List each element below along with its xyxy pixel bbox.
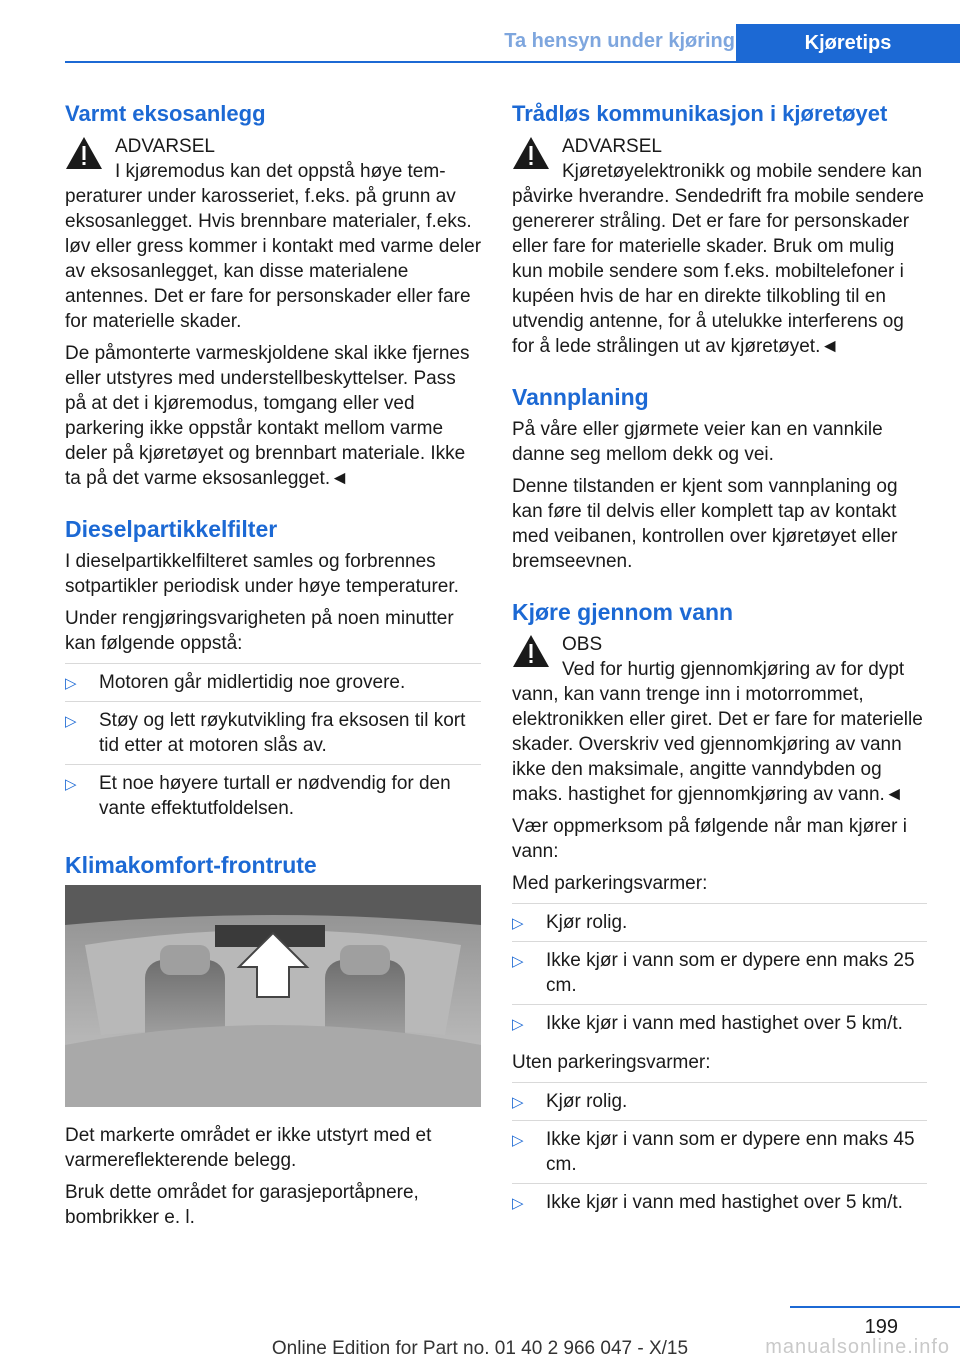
list-item: ▷ Ikke kjør i vann med hastighet over 5 km/t. bbox=[512, 1004, 927, 1042]
heading-wireless: Trådløs kommunikasjon i kjøretøyet bbox=[512, 101, 888, 126]
paragraph: I dieselpartikkelfilteret samles og forbrennes sotpartikler periodisk under høye temperaturer. bbox=[65, 551, 459, 597]
warning-block bbox=[512, 134, 927, 359]
bullet-triangle-icon: ▷ bbox=[65, 713, 77, 730]
warning-text: I kjøremodus kan det oppstå høye temperaturer under karosseriet, f.eks. på grunn av eksosanlegget. Hvis brennbare materialer, f.eks. løv eller gress kommer i kontakt med varme deler av eksosanlegget, kan disse materialene antennes. Det er fare for personskader eller fare for materielle skader. bbox=[65, 161, 482, 332]
bullet-triangle-icon: ▷ bbox=[512, 1016, 524, 1033]
bullet-triangle-icon: ▷ bbox=[512, 953, 524, 970]
paragraph: Bruk dette området for garasjeportåpnere, bombrikker e. l. bbox=[65, 1182, 419, 1228]
paragraph: Denne tilstanden er kjent som vannplaning og kan føre til delvis eller komplett tap av kontakt med veibanen, kontrollen over kjøretøyet eller bremseevnen. bbox=[512, 476, 898, 572]
watermark: manualsonline.info bbox=[765, 1336, 950, 1358]
list-item: ▷ Motoren går midlertidig noe grovere. bbox=[65, 663, 481, 701]
warning-triangle-icon bbox=[65, 136, 103, 170]
car-interior-illustration bbox=[65, 885, 481, 1107]
list-item: ▷ Kjør rolig. bbox=[512, 1082, 927, 1120]
warning-block bbox=[65, 134, 481, 334]
bullet-list bbox=[512, 903, 927, 1042]
heading-diesel-filter: Dieselpartikkelfilter bbox=[65, 516, 278, 542]
list-item: ▷ Ikke kjør i vann som er dypere enn maks 25 cm. bbox=[512, 941, 927, 1004]
bullet-triangle-icon: ▷ bbox=[512, 1132, 524, 1149]
list-item: ▷ Støy og lett røykutvikling fra eksosen til kort tid etter at motoren slås av. bbox=[65, 701, 481, 764]
list-item: ▷ Et noe høyere turtall er nødvendig for den vante effektutfoldelsen. bbox=[65, 764, 481, 827]
heading-driving-through-water: Kjøre gjennom vann bbox=[512, 599, 734, 625]
paragraph: De påmonterte varmeskjoldene skal ikke fjernes eller utstyres med understellbeskyttelser. Pass på at det i kjøremodus, tomgang eller ved parkering ikke oppstår kontakt mellom varme deler på kjøretøyet og brennbart materiale. Ikke ta på det varme eksosanlegget.◄ bbox=[65, 343, 470, 489]
list-item: ▷ Kjør rolig. bbox=[512, 903, 927, 941]
bullet-list bbox=[512, 1082, 927, 1221]
page-number: 199 bbox=[864, 1316, 898, 1338]
list-item: ▷ Ikke kjør i vann som er dypere enn maks 45 cm. bbox=[512, 1120, 927, 1183]
warning-label: ADVARSEL bbox=[115, 136, 215, 157]
edition-note: Online Edition for Part no. 01 40 2 966 047 - X/15 bbox=[271, 1338, 689, 1359]
bullet-list bbox=[65, 663, 481, 827]
bullet-triangle-icon: ▷ bbox=[512, 915, 524, 932]
paragraph: Med parkeringsvarmer: bbox=[512, 873, 708, 894]
header-tab bbox=[736, 24, 960, 63]
bullet-triangle-icon: ▷ bbox=[512, 1195, 524, 1212]
paragraph: Vær oppmerksom på følgende når man kjører i vann: bbox=[512, 816, 907, 862]
list-item: ▷ Ikke kjør i vann med hastighet over 5 km/t. bbox=[512, 1183, 927, 1221]
bullet-triangle-icon: ▷ bbox=[65, 675, 77, 692]
heading-windshield: Klimakomfort-frontrute bbox=[65, 852, 317, 878]
left-column bbox=[65, 100, 481, 1237]
windshield-photo bbox=[65, 885, 481, 1107]
warning-text: Kjøretøyelektronikk og mobile sendere kan påvirke hverandre. Sendedrift fra mobile sendere genererer stråling. Det er fare for personskader eller fare for materielle skader. Bruk om mulig kun mobile sendere som f.eks. mobiltelefoner i kupéen hvis de har en direkte tilkobling til en utvendig antenne, for å utelukke interferens og for å lede strålingen ut av kjøretøyet.◄ bbox=[512, 161, 924, 357]
caution-text: Ved for hurtig gjennomkjøring av for dypt vann, kan vann trenge inn i motorrommet, elektronikken eller giret. Det er fare for materielle skader. Overskriv ved gjennomkjøring av vann ikke den maksimale, angitte vanndybden og maks. hastighet for gjennomkjøring av vann.◄ bbox=[512, 659, 923, 805]
warning-label: ADVARSEL bbox=[562, 136, 662, 157]
bullet-triangle-icon: ▷ bbox=[65, 776, 77, 793]
heading-hot-exhaust: Varmt eksosanlegg bbox=[65, 101, 266, 126]
bullet-triangle-icon: ▷ bbox=[512, 1094, 524, 1111]
footer-rule bbox=[790, 1306, 960, 1308]
paragraph: På våre eller gjørmete veier kan en vannkile danne seg mellom dekk og vei. bbox=[512, 419, 883, 465]
caution-label: OBS bbox=[562, 634, 603, 655]
warning-triangle-icon bbox=[512, 634, 550, 668]
caution-block bbox=[512, 632, 927, 807]
paragraph: Uten parkeringsvarmer: bbox=[512, 1052, 711, 1073]
heading-aquaplaning: Vannplaning bbox=[512, 384, 649, 410]
header-rule bbox=[65, 61, 960, 63]
paragraph: Under rengjøringsvarigheten på noen minutter kan følgende oppstå: bbox=[65, 608, 454, 654]
paragraph: Det markerte området er ikke utstyrt med et varmereflekterende belegg. bbox=[65, 1125, 432, 1171]
warning-triangle-icon bbox=[512, 136, 550, 170]
right-column bbox=[512, 100, 927, 1229]
header-section: Ta hensyn under kjøring bbox=[504, 30, 735, 52]
header-tab-label: Kjøretips bbox=[804, 32, 892, 54]
